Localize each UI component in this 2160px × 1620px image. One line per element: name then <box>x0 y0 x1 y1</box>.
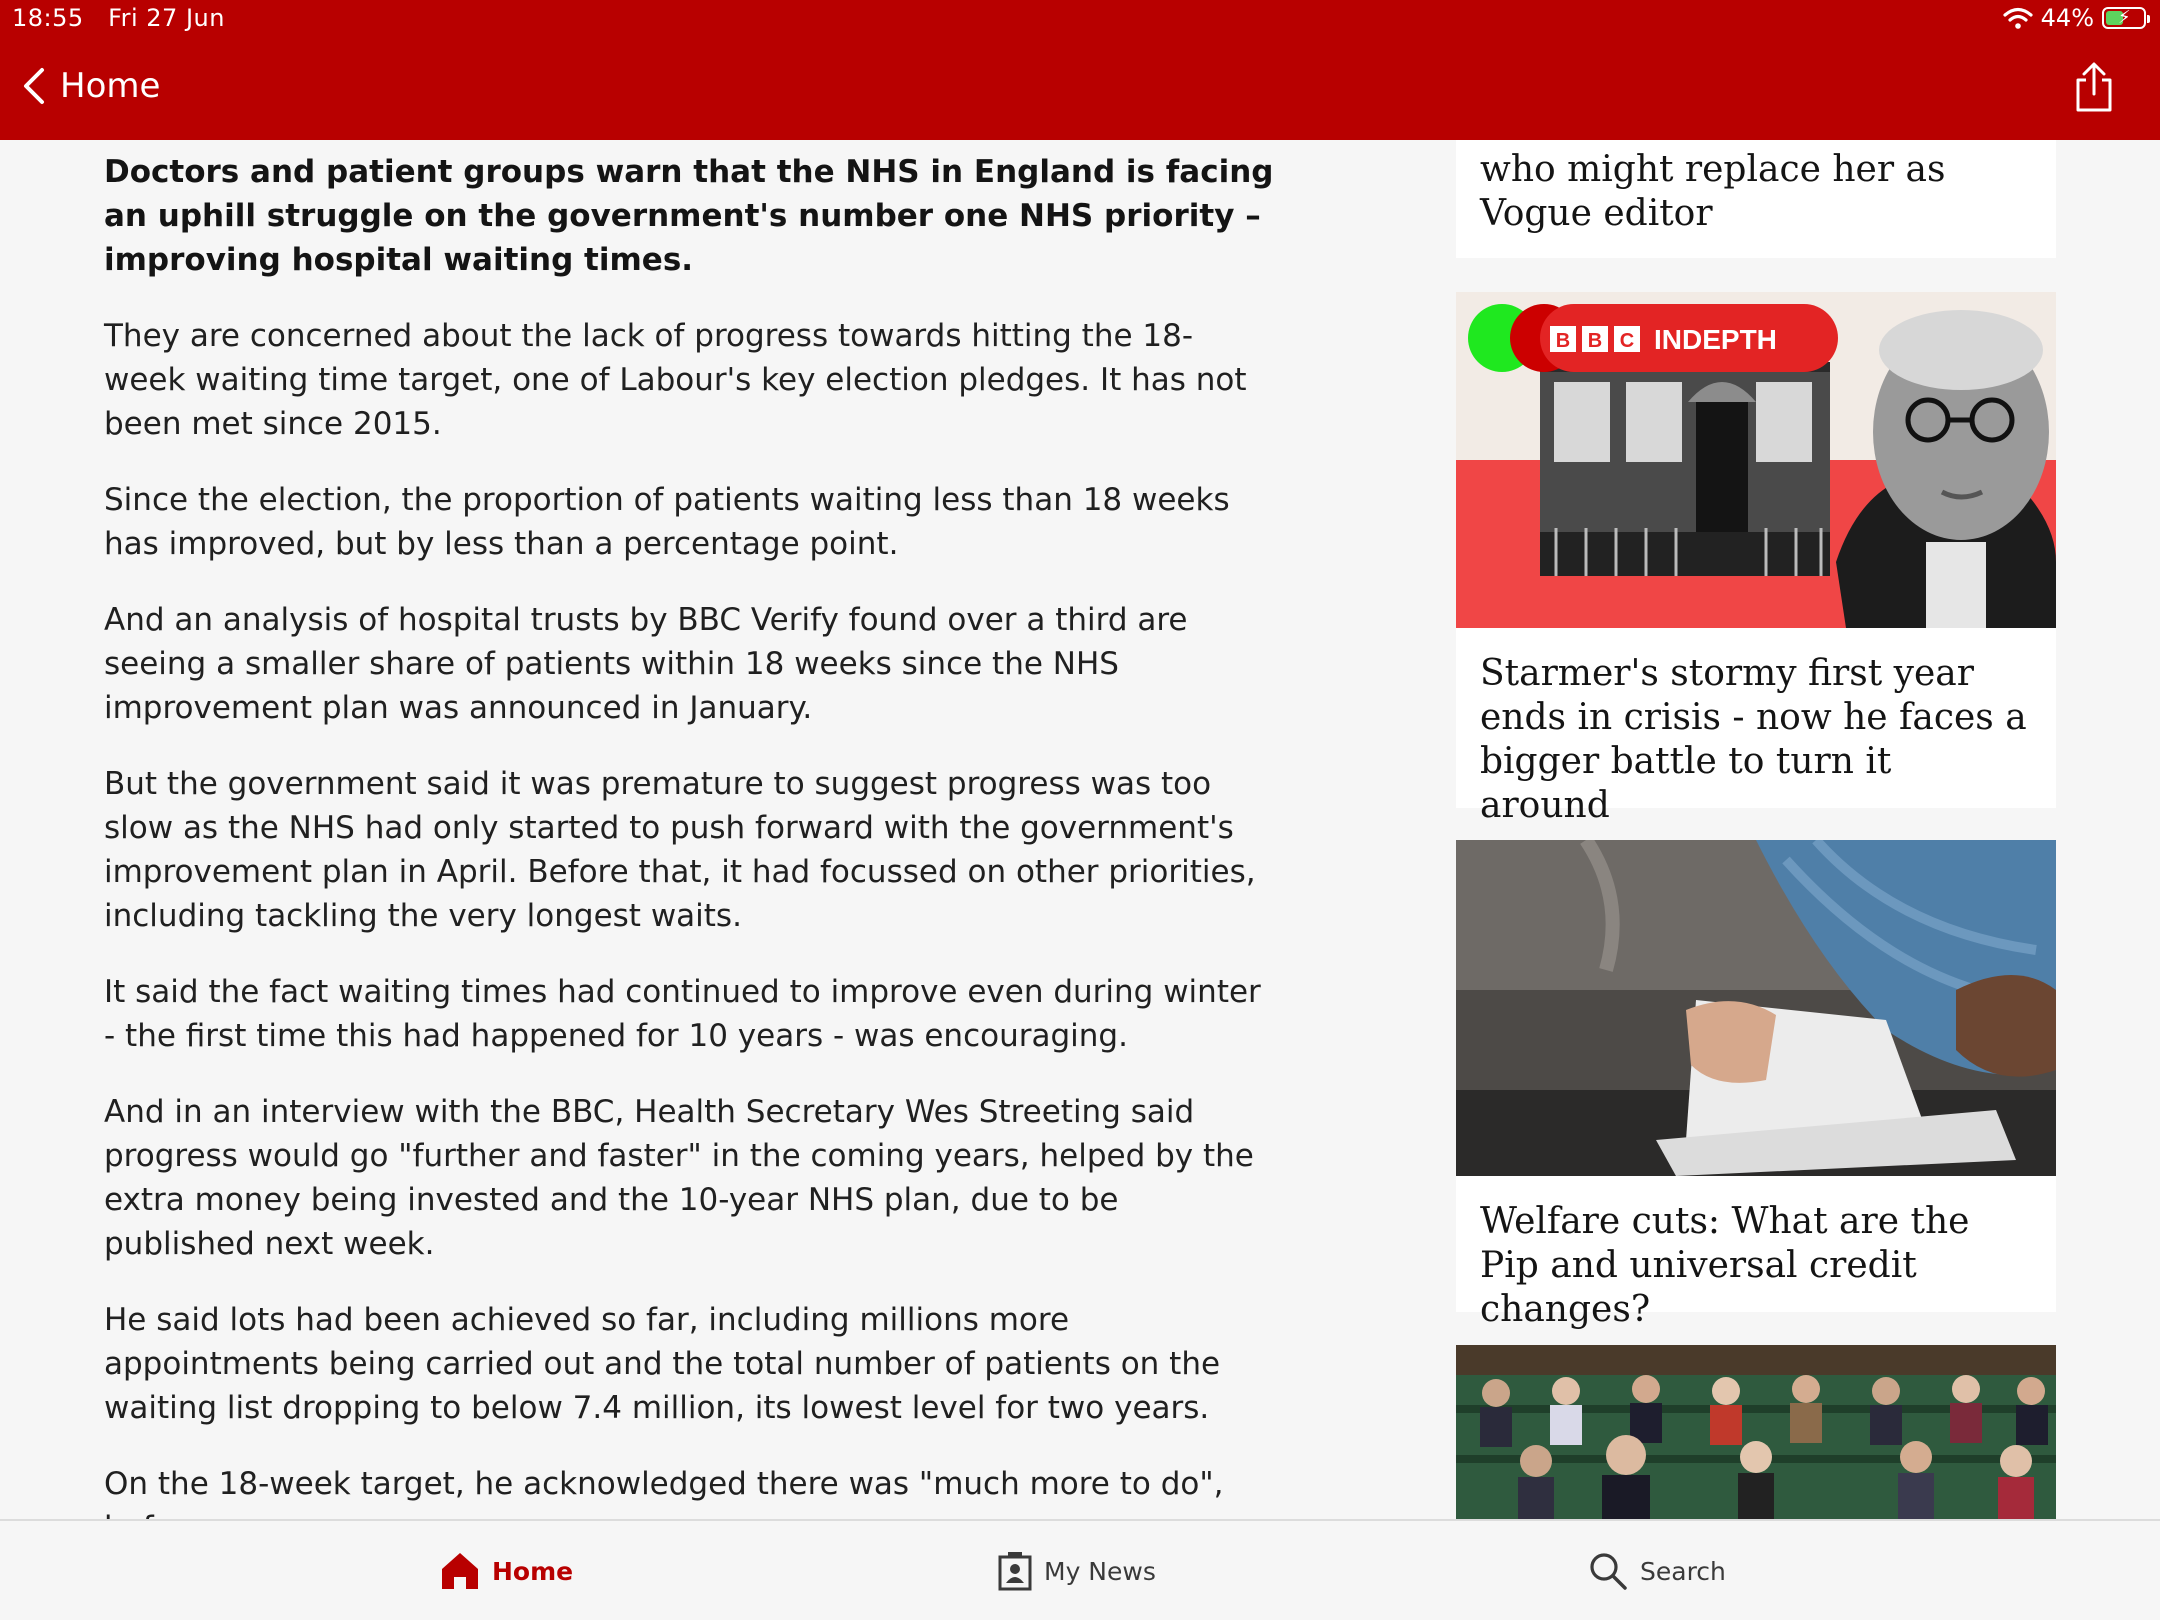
story-card-welfare[interactable] <box>1456 840 2056 1330</box>
article-paragraph: They are concerned about the lack of progress towards hitting the 18-week waiting time target, one of Labour's key election pledges. It has not been met since 2015. <box>104 318 1247 442</box>
article-body <box>104 150 1274 1582</box>
status-date: Fri 27 Jun <box>108 4 225 32</box>
status-clock: 18:55 <box>12 4 84 32</box>
share-icon[interactable] <box>2072 62 2116 114</box>
article-paragraph: Since the election, the proportion of patients waiting less than 18 weeks has improved, but by less than a percentage point. <box>104 482 1230 562</box>
status-time <box>12 4 225 32</box>
badge-letter: B <box>1555 330 1571 352</box>
story-card-vogue[interactable] <box>1456 140 2056 258</box>
home-icon <box>440 1551 480 1591</box>
story-image-starmer <box>1456 292 2056 628</box>
article-paragraph: He said lots had been achieved so far, including millions more appointments being carried out and the total number of patients on the waiting list dropping to below 7.4 million, its lowest level for two years. <box>104 1302 1221 1426</box>
story-title: who might replace her as Vogue editor <box>1480 149 1946 234</box>
article-paragraph: But the government said it was premature to suggest progress was too slow as the NHS had only started to push forward with the government's improvement plan in April. Before that, it had focussed on other priorities, including tackling the very longest waits. <box>104 766 1256 934</box>
indepth-badge-label: INDEPTH <box>1654 324 1777 355</box>
article-paragraph: On the 18-week target, he acknowledged there was "much more to do", <box>104 1466 1224 1502</box>
my-news-icon <box>998 1551 1032 1591</box>
badge-letter: C <box>1619 330 1635 352</box>
story-card-starmer[interactable] <box>1456 292 2056 826</box>
nav-my-news-label: My News <box>1044 1556 1156 1586</box>
back-label: Home <box>60 66 161 106</box>
nav-home[interactable] <box>440 1551 573 1591</box>
article-paragraph: And an analysis of hospital trusts by BBC Verify found over a third are seeing a smaller share of patients within 18 weeks since the NHS improvement plan was announced in January. <box>104 602 1188 726</box>
top-bar <box>0 0 2160 140</box>
nav-search[interactable] <box>1588 1551 1726 1591</box>
article-lead: Doctors and patient groups warn that the NHS in England is facing an uphill struggle on the government's number one NHS priority – improving hospital waiting times. <box>104 154 1274 278</box>
charging-bolt-icon: ⚡ <box>2118 7 2131 28</box>
battery-nub <box>2147 15 2150 23</box>
article-paragraph: It said the fact waiting times had continued to improve even during winter - the first time this had happened for 10 years - was encouraging. <box>104 974 1261 1054</box>
back-button[interactable] <box>22 66 160 106</box>
nav-my-news[interactable] <box>998 1551 1156 1591</box>
story-title: Starmer's stormy first year ends in crisis - now he faces a bigger battle to turn it around <box>1480 653 2027 826</box>
battery-percent: 44% <box>2040 4 2094 32</box>
nav-search-label: Search <box>1640 1556 1726 1586</box>
wifi-icon <box>2003 7 2033 29</box>
chevron-left-icon <box>22 66 46 106</box>
story-image-welfare <box>1456 840 2056 1176</box>
search-icon <box>1588 1551 1628 1591</box>
battery-icon <box>2102 7 2146 29</box>
story-card-commons[interactable] <box>1456 1345 2056 1519</box>
bottom-navigation <box>0 1519 2160 1620</box>
article-paragraph: And in an interview with the BBC, Health Secretary Wes Streeting said progress would go "further and faster" in the coming years, helped by the extra money being invested and the 10-year NHS plan, due to be published next week. <box>104 1094 1254 1262</box>
nav-home-label: Home <box>492 1556 574 1586</box>
story-title: Welfare cuts: What are the Pip and universal credit changes? <box>1480 1201 1970 1330</box>
status-indicators <box>2003 4 2146 32</box>
badge-letter: B <box>1587 330 1603 352</box>
story-image-commons <box>1456 1345 2056 1519</box>
